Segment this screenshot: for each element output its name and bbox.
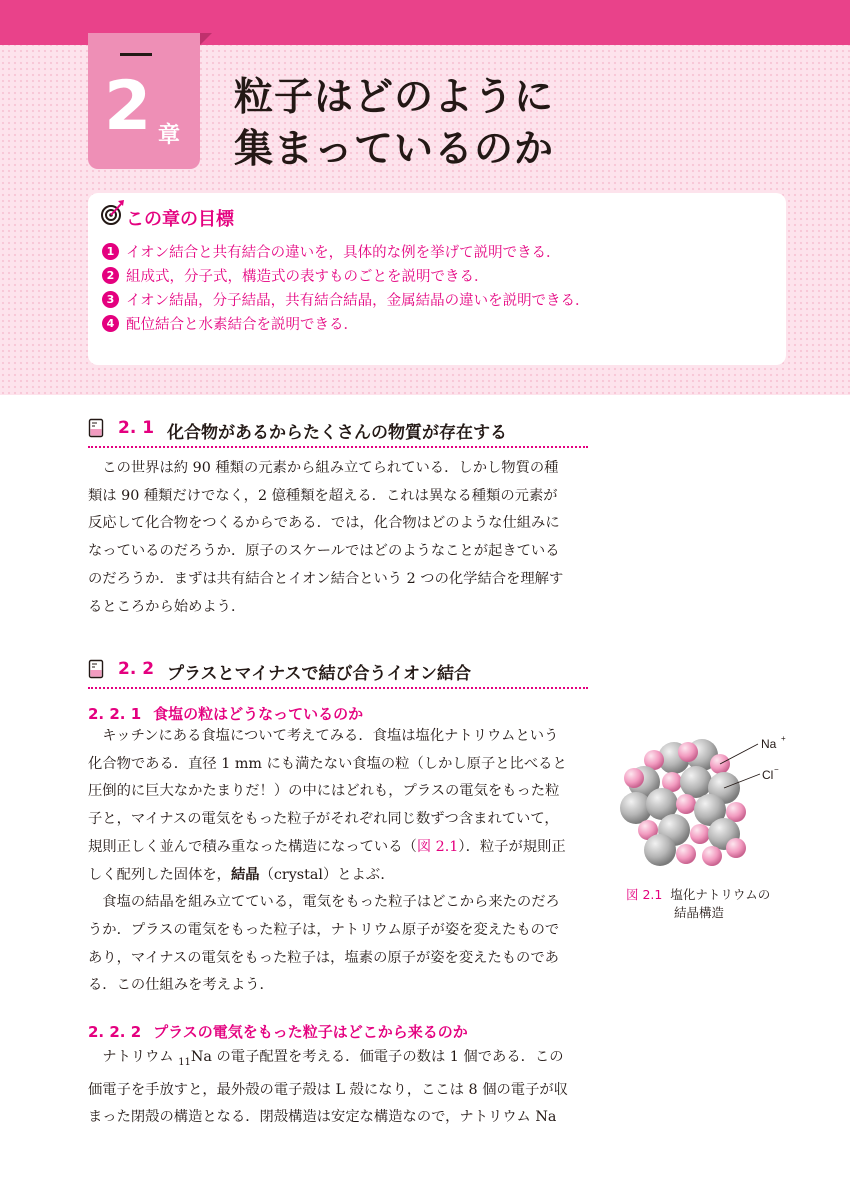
- nacl-crystal-illustration: [612, 730, 812, 880]
- chapter-tab-fold: [200, 33, 212, 45]
- beaker-icon: [88, 659, 104, 679]
- objective-number: 3: [102, 291, 119, 308]
- subsection-heading: [88, 703, 363, 724]
- target-icon: [100, 199, 126, 227]
- objective-number: 1: [102, 243, 119, 260]
- atomic-number: 11: [178, 1056, 191, 1068]
- text-run: ）．粒子が規則正: [458, 838, 566, 855]
- beaker-icon: [88, 418, 104, 438]
- text-line: なっているのだろうか．原子のスケールではどのようなことが起きている: [88, 543, 560, 560]
- section-number: 2. 1: [118, 418, 155, 438]
- text-line: 子と，マイナスの電気をもった粒子がそれぞれ同じ数ずつ含まれていて，: [88, 811, 559, 828]
- section-rule: [88, 687, 588, 689]
- na-label-charge: +: [781, 734, 786, 743]
- objective-item: [102, 263, 590, 287]
- text-line: 化合物である．直径 1 mm にも満たない食塩の粒（しかし原子と比べると: [88, 755, 567, 772]
- nacl-crystal-figure: [612, 730, 812, 880]
- subsection-heading: [88, 1021, 468, 1042]
- text-line: るところから始めよう．: [88, 598, 246, 615]
- figure-caption: [626, 886, 770, 922]
- key-term: 結晶: [230, 866, 260, 883]
- objective-item: [102, 287, 590, 311]
- text-run: （crystal）とよぶ．: [259, 866, 395, 883]
- text-line: 食塩の結晶を組み立てている，電気をもった粒子はどこから来たのだろ: [88, 894, 560, 911]
- text-line: この世界は約 90 種類の元素から組み立てられている．しかし物質の種: [88, 460, 559, 476]
- text-line: 類は 90 種類だけでなく，2 億種類を超える．これは異なる種類の元素が: [88, 487, 558, 504]
- text-line: る．この仕組みを考えよう．: [88, 977, 274, 994]
- figure-reference-link[interactable]: 図 2.1: [416, 838, 459, 855]
- objective-item: [102, 311, 590, 335]
- section-rule: [88, 446, 588, 448]
- objective-text: イオン結晶，分子結晶，共有結合結晶，金属結晶の違いを説明できる．: [126, 292, 590, 309]
- section-title: プラスとマイナスで結び合うイオン結合: [167, 664, 471, 684]
- subsection-title: 食塩の粒はどうなっているのか: [153, 705, 364, 723]
- cl-label: Cl: [762, 768, 774, 782]
- subsection-number: 2. 2. 2: [88, 1023, 142, 1041]
- text-run: Na の電子配置を考える．価電子の数は 1 個である．この: [190, 1049, 564, 1065]
- chapter-number: 2: [104, 67, 152, 146]
- text-line: うか．プラスの電気をもった粒子は，ナトリウム原子が姿を変えたもので: [88, 921, 560, 938]
- objectives-list: [102, 239, 590, 335]
- text-run: しく配列した固体を，: [88, 866, 231, 883]
- text-run: 規則正しく並んで積み重なった構造になっている（: [88, 838, 417, 855]
- text-run: ナトリウム: [88, 1049, 179, 1065]
- section-number: 2. 2: [118, 659, 155, 679]
- objective-item: [102, 239, 590, 263]
- crystal-ions: [620, 739, 746, 866]
- text-line: [88, 834, 590, 862]
- chapter-title-line-2: 集まっているのか: [234, 127, 555, 172]
- text-line: 圧倒的に巨大なかたまりだ！）の中にはどれも，プラスの電気をもった粒: [88, 783, 560, 800]
- objectives-title: この章の目標: [126, 209, 234, 230]
- text-line: あり，マイナスの電気をもった粒子は，塩素の原子が姿を変えたものであ: [88, 949, 559, 966]
- figure-number: 図 2.1: [626, 887, 663, 902]
- text-line: のだろうか．まずは共有結合とイオン結合という 2 つの化学結合を理解す: [88, 570, 564, 587]
- subsection-title: プラスの電気をもった粒子はどこから来るのか: [153, 1023, 468, 1041]
- na-label: Na: [761, 737, 777, 751]
- body-paragraph: [88, 455, 590, 621]
- objective-text: イオン結合と共有結合の違いを，具体的な例を挙げて説明できる．: [126, 244, 561, 261]
- text-line: 価電子を手放すと，最外殻の電子殻は L 殻になり，ここは 8 個の電子が収: [88, 1081, 568, 1098]
- chapter-tab-dash: [120, 53, 152, 56]
- chapter-label: 章: [158, 123, 181, 148]
- text-line: [88, 1044, 590, 1077]
- body-paragraph: [88, 1044, 590, 1132]
- na-leader-line: [720, 744, 758, 764]
- chapter-title: [234, 72, 554, 176]
- objectives-box: [88, 193, 786, 365]
- objective-number: 2: [102, 267, 119, 284]
- text-line: まった閉殻の構造となる．閉殻構造は安定な構造なので，ナトリウム Na: [88, 1109, 557, 1126]
- text-line: キッチンにある食塩について考えてみる．食塩は塩化ナトリウムという: [88, 728, 559, 744]
- objective-number: 4: [102, 315, 119, 332]
- objective-text: 配位結合と水素結合を説明できる．: [126, 316, 358, 333]
- section-heading: [88, 416, 588, 446]
- body-paragraph: [88, 723, 590, 1000]
- objective-text: 組成式，分子式，構造式の表すものごとを説明できる．: [126, 268, 489, 285]
- cl-label-charge: −: [774, 765, 779, 774]
- subsection-number: 2. 2. 1: [88, 705, 142, 723]
- chapter-title-line-1: 粒子はどのように: [234, 75, 555, 120]
- section-heading: [88, 657, 588, 687]
- figure-caption-line-2: 結晶構造: [674, 905, 725, 920]
- section-title: 化合物があるからたくさんの物質が存在する: [167, 423, 507, 443]
- figure-caption-line-1: 塩化ナトリウムの: [670, 887, 771, 902]
- text-line: [88, 862, 590, 890]
- text-line: 反応して化合物をつくるからである．では，化合物はどのような仕組みに: [88, 515, 560, 532]
